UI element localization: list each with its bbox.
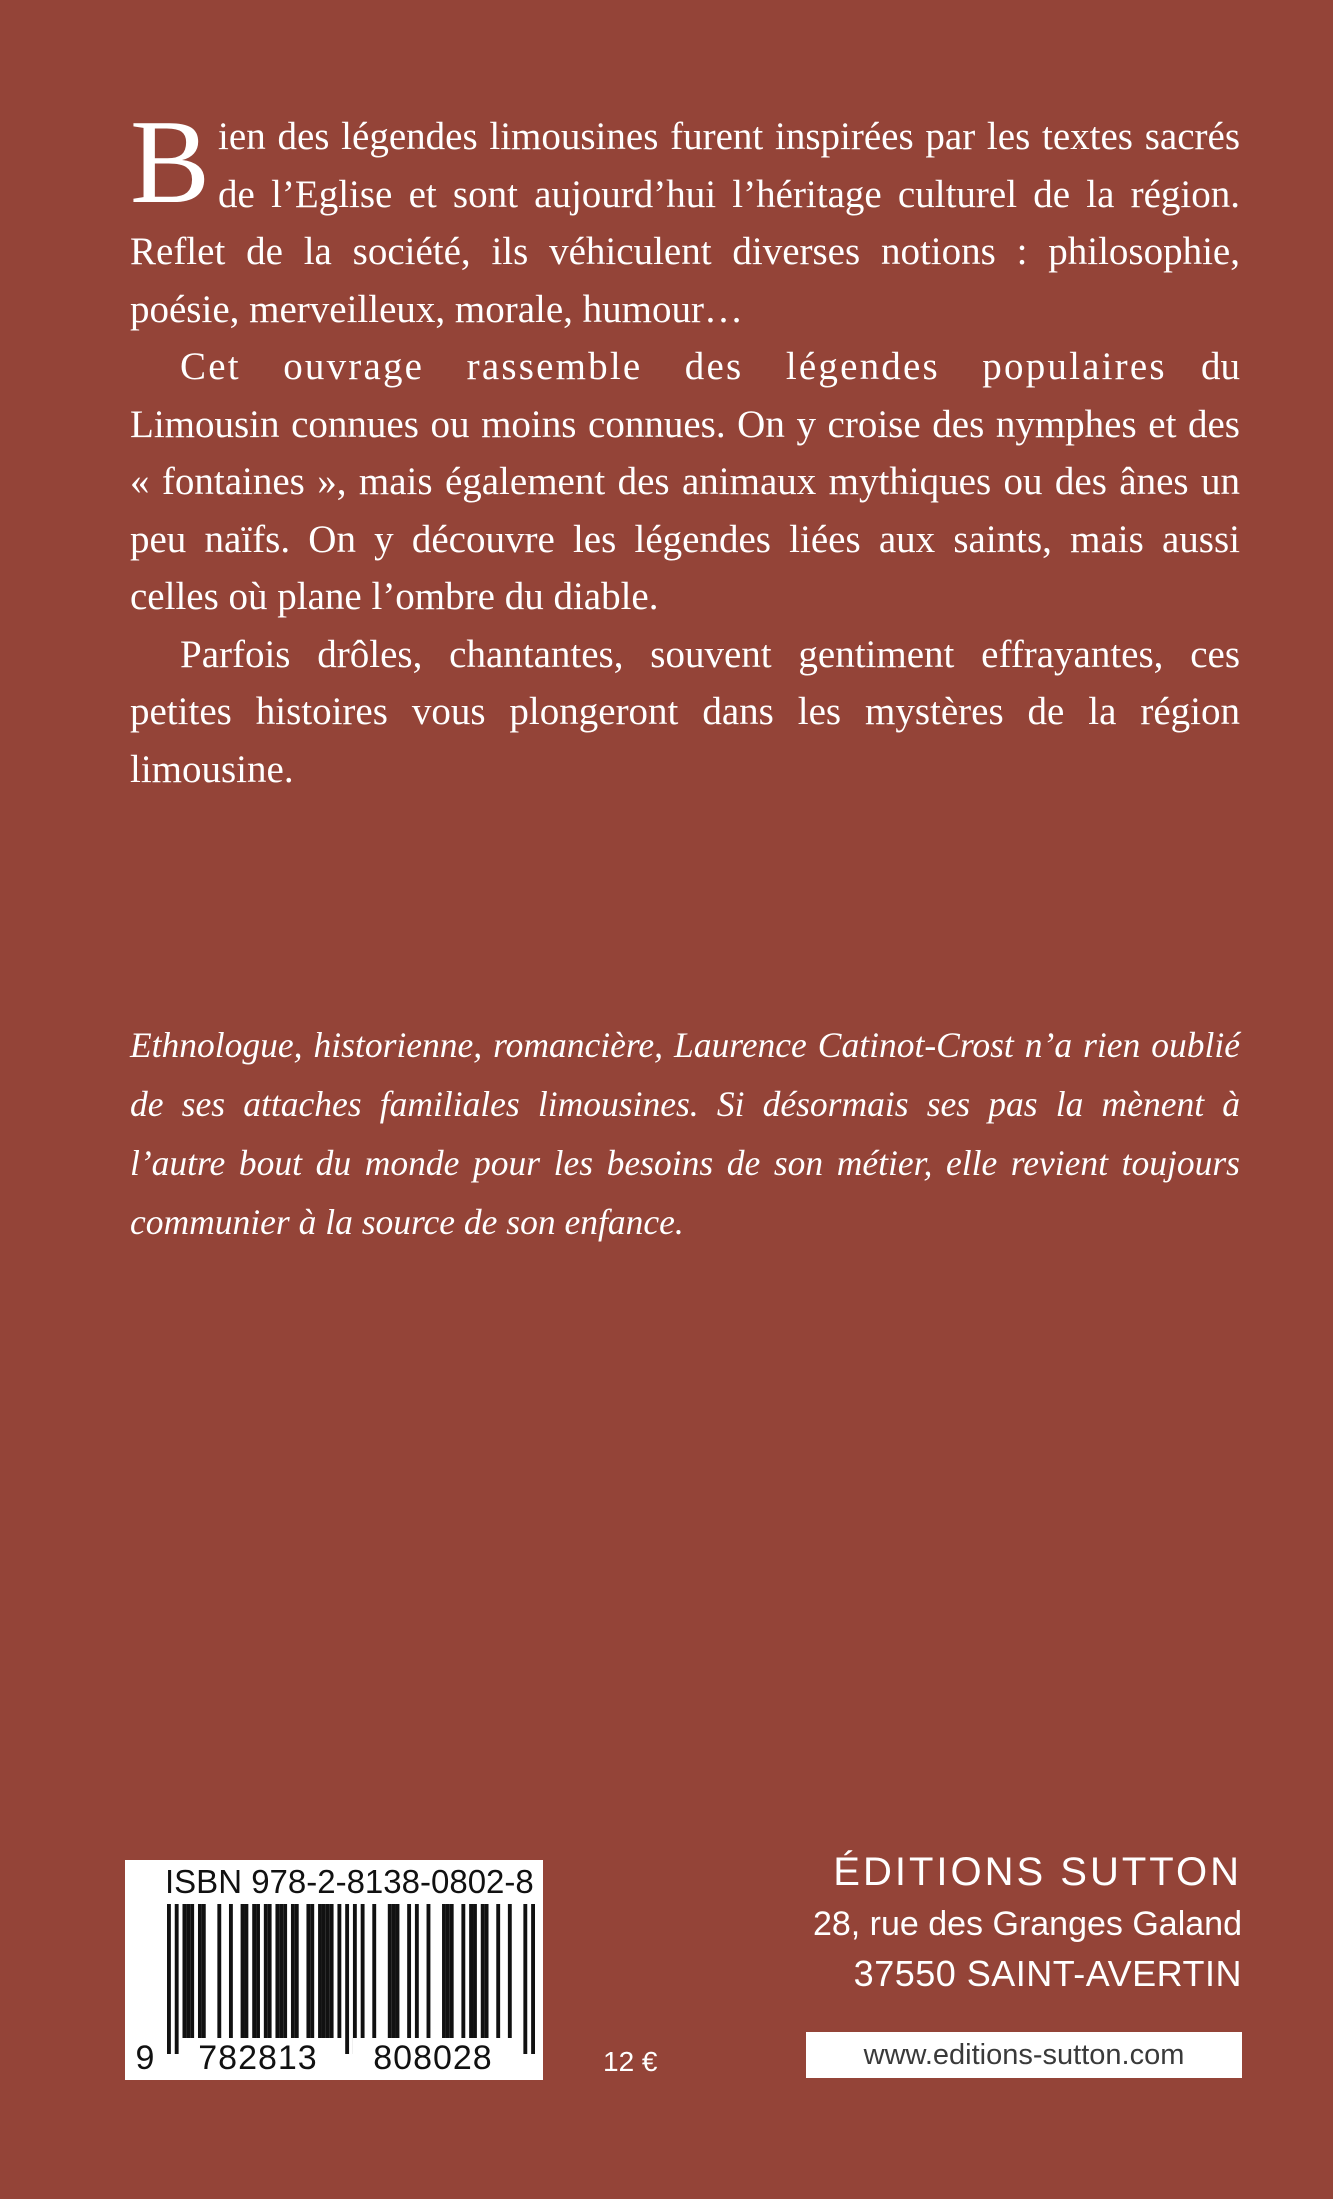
barcode-bar [198,1904,202,2038]
barcode-bar [442,1904,446,2038]
barcode-bar [330,1904,334,2038]
barcode-bar [361,1904,365,2038]
blurb-paragraph-1 [130,95,1240,338]
barcode-digit-first: 9 [125,2038,165,2078]
blurb-paragraph-2-text: du Limousin connues ou moins connues. On y croise des nymphes et des « fontaines », mais également des animaux mythiques ou des ânes un peu naïfs. On y découvre les légendes liées aux saints, mais aussi celles où plane l’ombre du diable. [130,345,1240,618]
barcode-bar [523,1904,527,2054]
barcode-bar [427,1904,431,2038]
publisher-block [780,1845,1242,1999]
barcode-bar [279,1904,283,2038]
barcode-bar [190,1904,194,2038]
barcode-bar [353,1904,357,2054]
barcode-bar [202,1904,206,2038]
barcode-bar [310,1904,314,2038]
barcode-bar [508,1904,512,2038]
isbn-barcode [125,1860,543,2080]
barcode-bar [396,1904,400,2038]
barcode-bar [461,1904,465,2038]
blurb-paragraph-1-text: ien des légendes limousines furent inspirées par les textes sacrés de l’Eglise et sont aujourd’hui l’héritage culturel de la région. Reflet de la société, ils véhiculent diverses notions : philosophie, poésie, merveilleux, morale, humour… [130,115,1240,331]
barcode-bar [337,1904,341,2038]
barcode-bar [469,1904,473,2038]
barcode-bar [291,1904,295,2038]
barcode-bar [256,1904,260,2038]
barcode-bar [392,1904,396,2038]
barcode-bar [167,1904,171,2054]
barcode-bar [186,1904,190,2038]
barcode-bar [446,1904,450,2038]
barcode-digits [125,2038,543,2078]
barcode-bar [264,1904,268,2038]
barcode-bar [283,1904,287,2038]
barcode-digits-right: 808028 [353,2038,513,2078]
publisher-address: 28, rue des Granges Galand [812,1905,1242,1943]
blurb-paragraph-2-lead: Cet ouvrage rassemble des légendes populaires [180,345,1167,388]
barcode-bar [473,1904,477,2038]
barcode-bar [485,1904,489,2038]
barcode-bar [345,1904,349,2054]
blurb-paragraph-2 [130,338,1240,626]
barcode-bar [244,1904,248,2038]
back-cover-blurb [130,95,1240,798]
barcode-bar [415,1904,419,2038]
author-bio: Ethnologue, historienne, romancière, Laurence Catinot-Crost n’a rien oublié de ses attaches familiales limousines. Si désormais ses pas la mènent à l’autre bout du monde pour les besoins de son métier, elle revient toujours communier à la source de son enfance. [130,1024,1240,1242]
barcode-bar [496,1904,500,2038]
drop-cap: B [130,95,211,228]
publisher-website: www.editions-sutton.com [806,2032,1242,2078]
barcode-bar [182,1904,186,2038]
barcode-digits-left: 782813 [179,2038,337,2078]
publisher-city: 37550 SAINT-AVERTIN [853,1953,1242,1994]
publisher-name: ÉDITIONS SUTTON [833,1850,1242,1894]
barcode-bar [268,1904,272,2038]
barcode-bar [407,1904,411,2038]
barcode-bar [175,1904,179,2054]
barcode-bar [318,1904,322,2038]
barcode-bar [372,1904,376,2038]
barcode-bars [167,1904,535,2054]
barcode-bar [275,1904,279,2038]
barcode-bar [388,1904,392,2038]
blurb-paragraph-3: Parfois drôles, chantantes, souvent gentiment effrayantes, ces petites histoires vous plongeront dans les mystères de la région limousine. [130,632,1240,791]
barcode-bar [450,1904,454,2038]
barcode-bar [229,1904,233,2038]
barcode-bar [322,1904,326,2038]
barcode-bar [295,1904,299,2038]
barcode-bar [306,1904,310,2038]
barcode-bar [481,1904,485,2038]
price: 12 € [603,2046,658,2077]
isbn-label: ISBN 978-2-8138-0802-8 [165,1863,534,1900]
barcode-bar [217,1904,221,2038]
barcode-bar [531,1904,535,2054]
barcode-bar [241,1904,245,2038]
barcode-bar [252,1904,256,2038]
barcode-bar [326,1904,330,2038]
